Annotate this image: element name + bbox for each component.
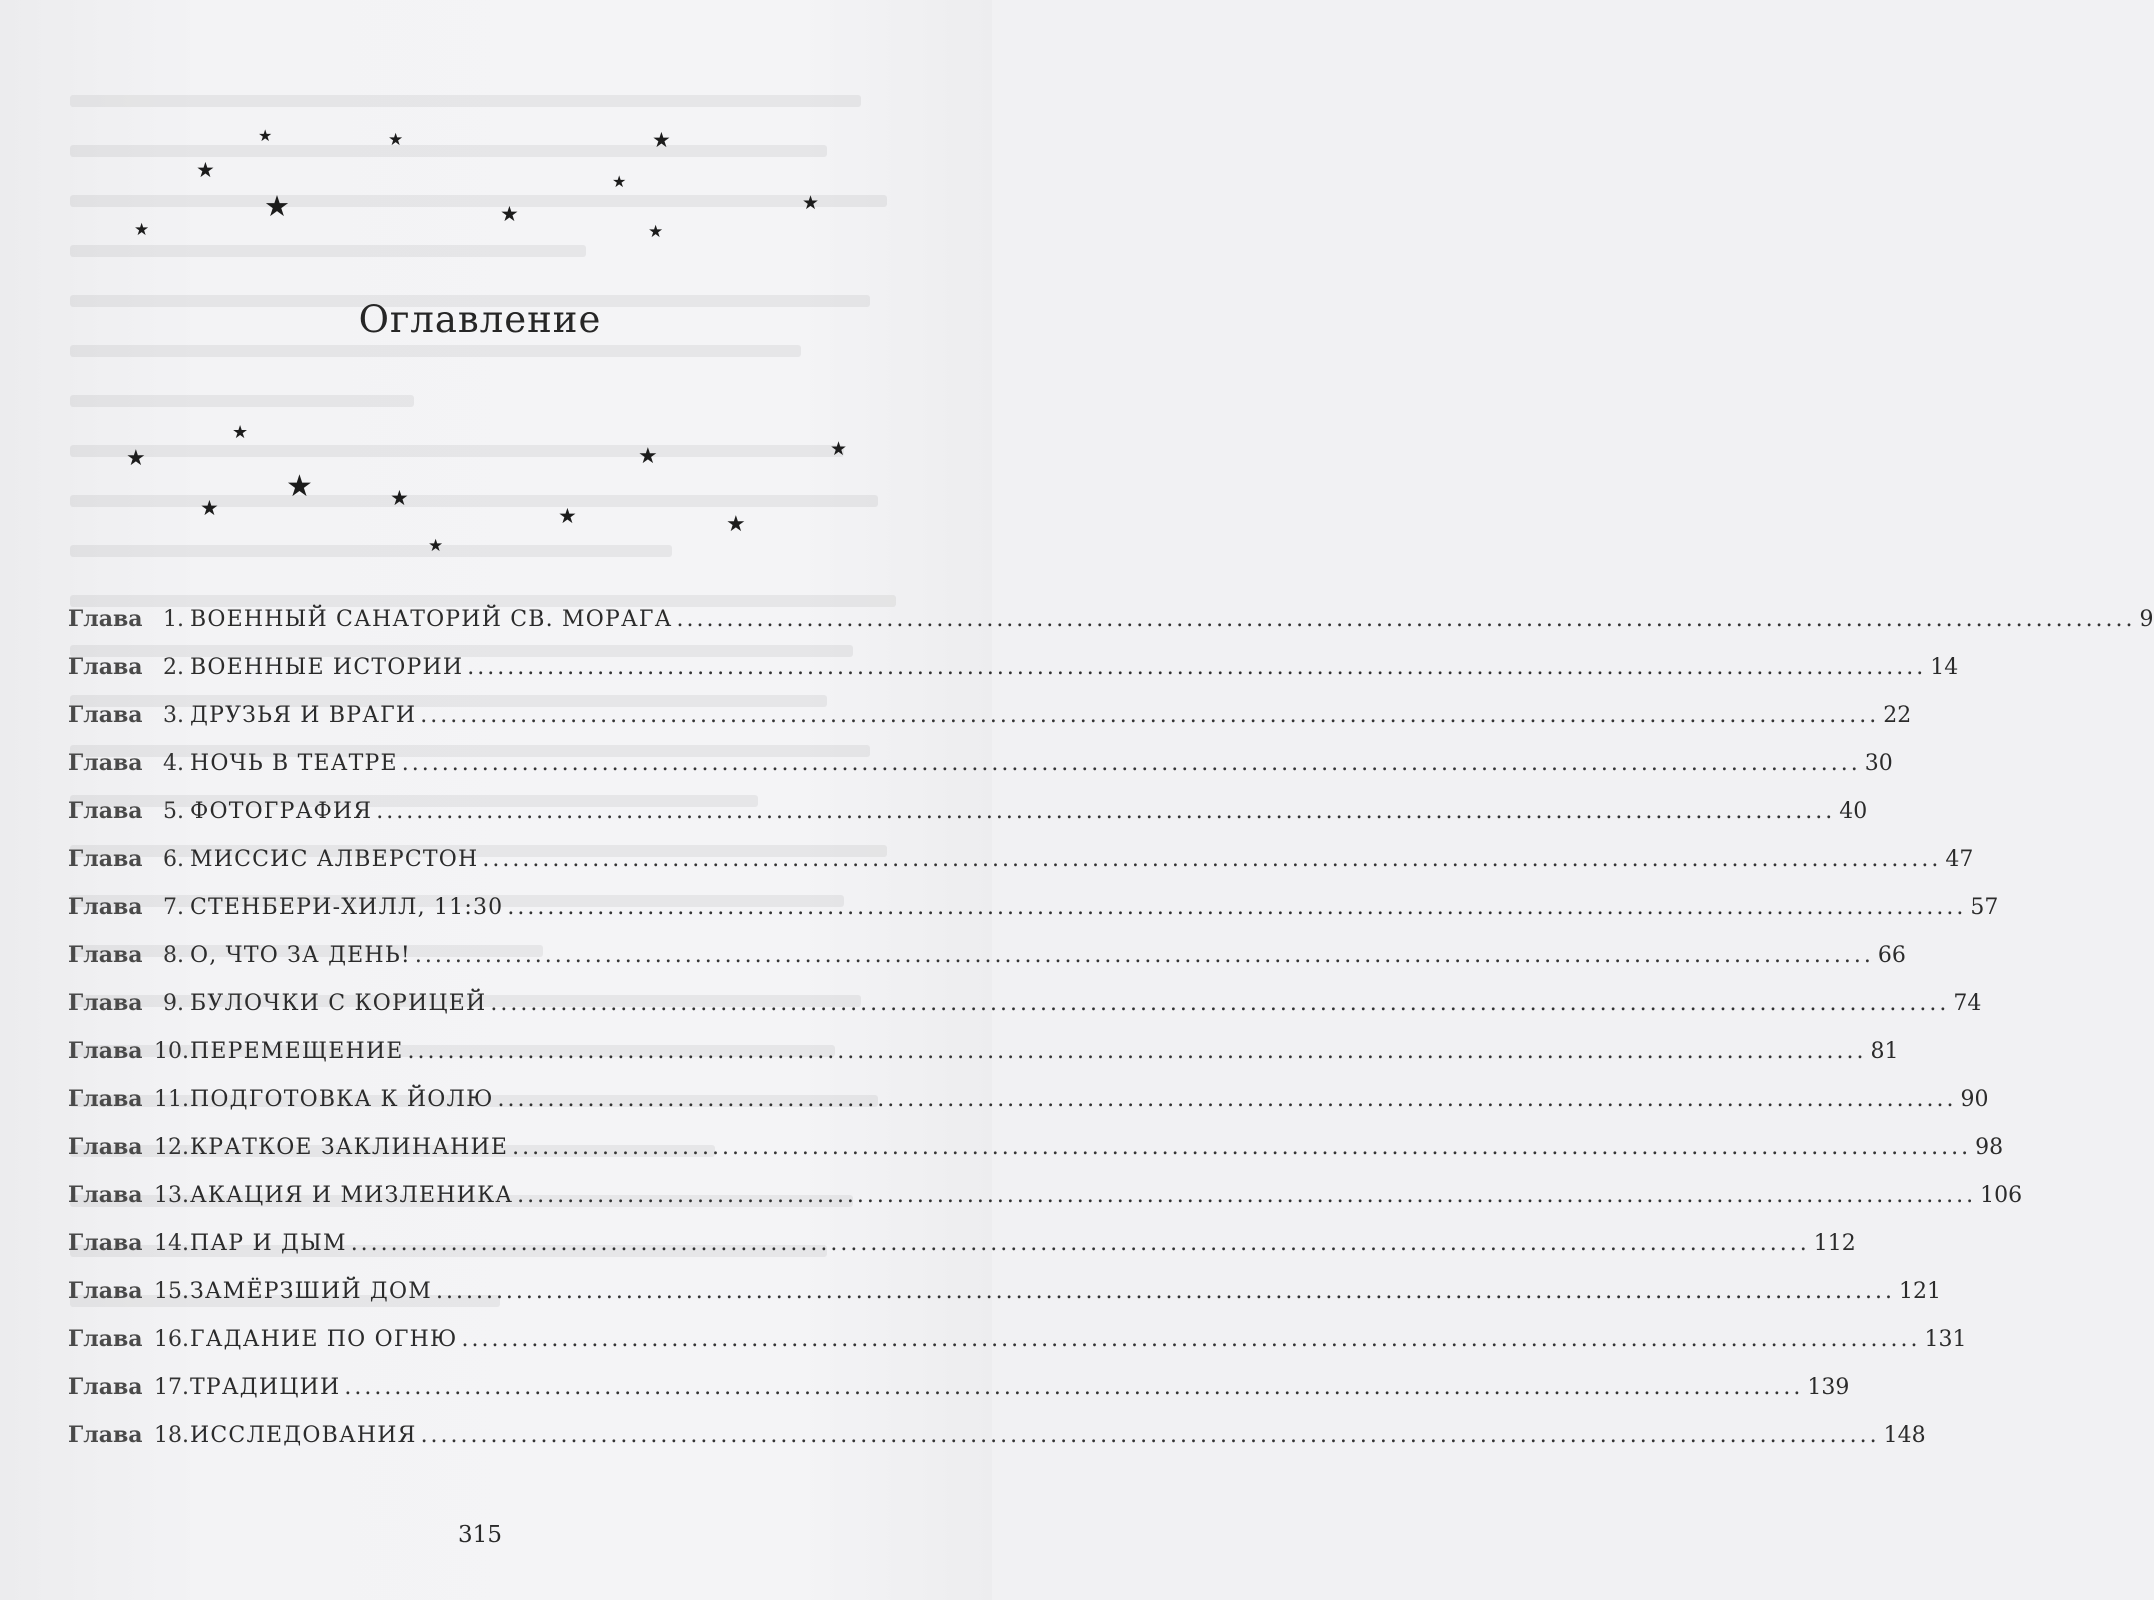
page-reference: 22 <box>1883 703 1912 728</box>
chapter-number: 6. <box>163 847 184 872</box>
toc-entry[interactable] <box>68 894 1999 942</box>
toc-entry[interactable] <box>68 1230 1856 1278</box>
chapter-number: 12. <box>154 1135 189 1160</box>
chapter-title: ПОДГОТОВКА К ЙОЛЮ <box>190 1087 494 1112</box>
page-reference: 66 <box>1877 943 1906 968</box>
dot-leader: .................................................................................................................................................. <box>376 799 1836 824</box>
chapter-word: Глава <box>68 942 143 968</box>
star-icon: ★ <box>232 422 249 443</box>
chapter-word: Глава <box>68 1230 143 1256</box>
toc-entry[interactable] <box>68 1086 1989 1134</box>
chapter-word: Глава <box>68 1278 143 1304</box>
dot-leader: .................................................................................................................................................. <box>497 1087 1957 1112</box>
chapter-word: Глава <box>68 750 143 776</box>
toc-entry[interactable] <box>68 1038 1899 1086</box>
star-icon: ★ <box>200 496 219 520</box>
page-reference: 106 <box>1980 1183 2023 1208</box>
chapter-title: ГАДАНИЕ ПО ОГНЮ <box>190 1327 458 1352</box>
chapter-word: Глава <box>68 798 143 824</box>
chapter-title: МИССИС АЛВЕРСТОН <box>190 847 479 872</box>
chapter-word: Глава <box>68 1086 143 1112</box>
chapter-title: БУЛОЧКИ С КОРИЦЕЙ <box>190 991 487 1016</box>
chapter-title: КРАТКОЕ ЗАКЛИНАНИЕ <box>190 1135 509 1160</box>
dot-leader: .................................................................................................................................................. <box>490 991 1950 1016</box>
chapter-word: Глава <box>68 1038 143 1064</box>
page-reference: 57 <box>1970 895 1999 920</box>
dot-leader: .................................................................................................................................................. <box>407 1039 1867 1064</box>
chapter-number: 10. <box>154 1039 189 1064</box>
star-ornament-bottom <box>0 420 992 560</box>
chapter-title: СТЕНБЕРИ-ХИЛЛ, 11:30 <box>190 895 504 920</box>
page-reference: 40 <box>1839 799 1868 824</box>
page-reference: 14 <box>1930 655 1959 680</box>
toc-entry[interactable] <box>68 606 2154 654</box>
star-icon: ★ <box>726 512 746 537</box>
toc-entry[interactable] <box>68 990 1982 1038</box>
dot-leader: .................................................................................................................................................. <box>507 895 1967 920</box>
page-reference: 98 <box>1975 1135 2004 1160</box>
chapter-title: ВОЕННЫЙ САНАТОРИЙ СВ. МОРАГА <box>190 607 673 632</box>
chapter-number: 4. <box>163 751 184 776</box>
chapter-number: 18. <box>154 1423 189 1448</box>
chapter-number: 2. <box>163 655 184 680</box>
star-icon: ★ <box>558 504 577 528</box>
star-icon: ★ <box>652 128 671 152</box>
star-icon: ★ <box>648 222 664 242</box>
page-reference: 139 <box>1807 1375 1850 1400</box>
chapter-number: 5. <box>163 799 184 824</box>
page-reference: 30 <box>1864 751 1893 776</box>
chapter-word: Глава <box>68 1134 143 1160</box>
page-reference: 121 <box>1899 1279 1941 1304</box>
page-reference: 47 <box>1945 847 1974 872</box>
toc-entry[interactable] <box>68 654 1959 702</box>
page-reference: 74 <box>1953 991 1982 1016</box>
dot-leader: .................................................................................................................................................. <box>517 1183 1977 1208</box>
star-ornament-top <box>0 120 992 260</box>
dot-leader: .................................................................................................................................................. <box>350 1231 1810 1256</box>
toc-entry[interactable] <box>68 750 1893 798</box>
chapter-title: ПАР И ДЫМ <box>190 1231 347 1256</box>
star-icon: ★ <box>638 444 658 469</box>
chapter-title: ТРАДИЦИИ <box>190 1375 341 1400</box>
toc-entry[interactable] <box>68 702 1912 750</box>
star-icon: ★ <box>134 220 150 240</box>
dot-leader: .................................................................................................................................................. <box>467 655 1927 680</box>
chapter-word: Глава <box>68 846 143 872</box>
dot-leader: .................................................................................................................................................. <box>676 607 2136 632</box>
chapter-word: Глава <box>68 1182 143 1208</box>
dot-leader: .................................................................................................................................................. <box>401 751 1861 776</box>
chapter-title: АКАЦИЯ И МИЗЛЕНИКА <box>190 1183 514 1208</box>
star-icon: ★ <box>500 202 519 226</box>
chapter-title: ИССЛЕДОВАНИЯ <box>190 1423 417 1448</box>
dot-leader: .................................................................................................................................................. <box>414 943 1874 968</box>
star-icon: ★ <box>388 130 404 150</box>
toc-entry[interactable] <box>68 1374 1850 1422</box>
toc-entry[interactable] <box>68 1326 1967 1374</box>
toc-entry[interactable] <box>68 1134 2004 1182</box>
star-icon: ★ <box>612 172 627 191</box>
star-icon: ★ <box>126 446 146 471</box>
chapter-word: Глава <box>68 702 143 728</box>
chapter-title: О, ЧТО ЗА ДЕНЬ! <box>190 943 411 968</box>
chapter-title: ЗАМЁРЗШИЙ ДОМ <box>190 1279 432 1304</box>
page-reference: 148 <box>1883 1423 1926 1448</box>
page-number: 315 <box>458 1522 502 1548</box>
dot-leader: .................................................................................................................................................. <box>344 1375 1804 1400</box>
chapter-word: Глава <box>68 990 143 1016</box>
page-reference: 90 <box>1960 1087 1989 1112</box>
chapter-number: 1. <box>163 607 184 632</box>
chapter-word: Глава <box>68 1326 143 1352</box>
dot-leader: .................................................................................................................................................. <box>435 1279 1895 1304</box>
chapter-number: 15. <box>154 1279 189 1304</box>
toc-entry[interactable] <box>68 1278 1941 1326</box>
chapter-word: Глава <box>68 894 143 920</box>
toc-entry[interactable] <box>68 798 1868 846</box>
page-reference: 131 <box>1924 1327 1967 1352</box>
page-title: Оглавление <box>358 298 602 341</box>
star-icon: ★ <box>390 486 409 510</box>
toc-entry[interactable] <box>68 846 1974 894</box>
page-reference: 9 <box>2139 607 2154 632</box>
star-icon: ★ <box>286 469 313 504</box>
toc-entry[interactable] <box>68 942 1906 990</box>
dot-leader: .................................................................................................................................................. <box>461 1327 1921 1352</box>
chapter-title: ВОЕННЫЕ ИСТОРИИ <box>190 655 464 680</box>
chapter-word: Глава <box>68 1422 143 1448</box>
page-reference: 81 <box>1870 1039 1899 1064</box>
chapter-number: 11. <box>154 1087 189 1112</box>
chapter-number: 16. <box>154 1327 189 1352</box>
dot-leader: .................................................................................................................................................. <box>420 1423 1880 1448</box>
chapter-word: Глава <box>68 606 143 632</box>
chapter-number: 8. <box>163 943 184 968</box>
chapter-word: Глава <box>68 1374 143 1400</box>
star-icon: ★ <box>830 438 848 460</box>
page-reference: 112 <box>1813 1231 1856 1256</box>
chapter-number: 9. <box>163 991 184 1016</box>
chapter-title: НОЧЬ В ТЕАТРЕ <box>190 751 398 776</box>
chapter-word: Глава <box>68 654 143 680</box>
dot-leader: .................................................................................................................................................. <box>420 703 1880 728</box>
chapter-number: 7. <box>163 895 184 920</box>
star-icon: ★ <box>428 536 444 556</box>
chapter-number: 14. <box>154 1231 189 1256</box>
toc-entry[interactable] <box>68 1182 2023 1230</box>
star-icon: ★ <box>264 189 290 223</box>
dot-leader: .................................................................................................................................................. <box>512 1135 1972 1160</box>
star-icon: ★ <box>258 126 273 145</box>
chapter-number: 17. <box>154 1375 189 1400</box>
chapter-title: ПЕРЕМЕЩЕНИЕ <box>190 1039 404 1064</box>
star-icon: ★ <box>802 192 820 214</box>
chapter-number: 13. <box>154 1183 189 1208</box>
chapter-title: ФОТОГРАФИЯ <box>190 799 373 824</box>
toc-entry[interactable] <box>68 1422 1926 1470</box>
chapter-number: 3. <box>163 703 184 728</box>
table-of-contents <box>68 606 2154 1470</box>
star-icon: ★ <box>196 158 215 182</box>
dot-leader: .................................................................................................................................................. <box>482 847 1942 872</box>
chapter-title: ДРУЗЬЯ И ВРАГИ <box>190 703 417 728</box>
